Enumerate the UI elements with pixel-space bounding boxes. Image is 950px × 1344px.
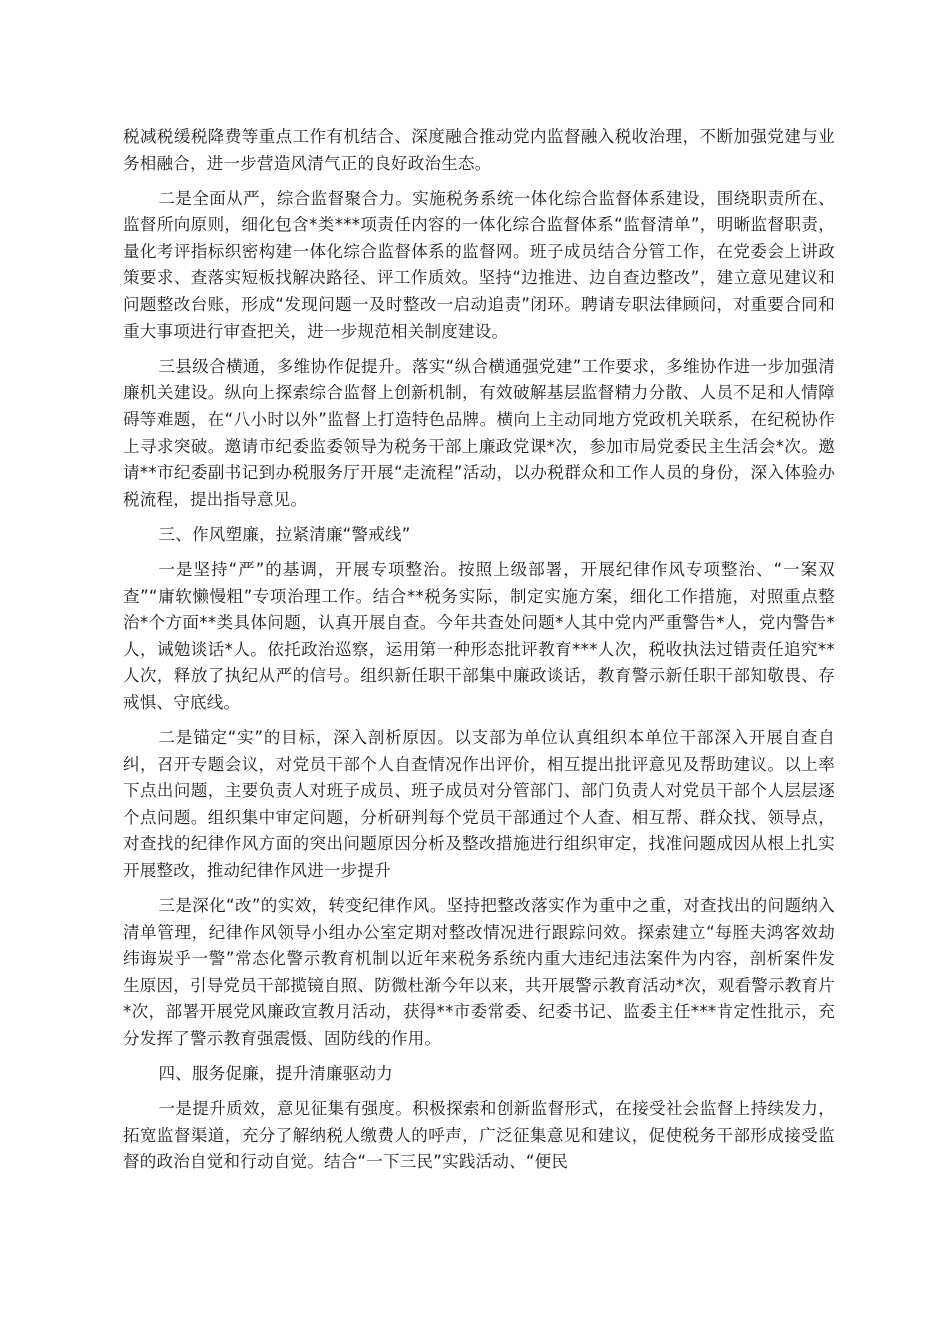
paragraph-county-coordination: 三县级合横通，多维协作促提升。落实“纵合横通强党建”工作要求，多维协作进一步加强清廉机关建设。纵向上探索综合监督上创新机制，有效破解基层监督精力分散、人员不足和人情障碍等难题，在“八小时以外”监督上打造特色品牌。横向上主动同地方党政机关联系，在纪税协作上寻求突破。邀请市纪委监委领导为税务干部上廉政党课*次，参加市局党委民主生活会*次。邀请**市纪委副书记到办税服务厅开展“走流程”活动，以办税群众和工作人员的身份，深入体验办税流程，提出指导意见。 xyxy=(123,356,835,509)
section-heading-4: 四、服务促廉，提升清廉驱动力 xyxy=(158,1064,393,1084)
paragraph-strict-tone: 一是坚持“严”的基调，开展专项整治。按照上级部署，开展纪律作风专项整治、“一案双查”“庸软懒慢粗”专项治理工作。结合**税务实际，制定实施方案，细化工作措施，对照重点整治*个方面**类具体问题，认真开展自查。今年共查处问题*人其中党内严重警告*人，党内警告*人，诫勉谈话*人。依托政治巡察，运用第一种形态批评教育***人次，税收执法过错责任追究**人次，释放了执纪从严的信号。组织新任职干部集中廉政谈话，教育警示新任职干部知敬畏、存戒惧、守底线。 xyxy=(123,559,836,712)
paragraph-rectification: 三是深化“改”的实效，转变纪律作风。坚持把整改落实作为重中之重，对查找出的问题纳入清单管理，纪律作风领导小组办公室定期对整改情况进行跟踪问效。探索建立“每胵夫鸿客效劫纬诲炭乎一警”常态化警示教育机制以近年来税务系统内重大违纪违法案件为内容，剖析案件发生原因，引导党员干部揽镜自照、防微杜渐今年以来，共开展警示教育活动*次，观看警示教育片*次，部署开展党风廉政宣教月活动，获得**市委常委、纪委书记、监委主任***肯定性批示，充分发挥了警示教育强震慑、固防线的作用。 xyxy=(123,896,835,1048)
section-heading-3: 三、作风塑廉，拉紧清廉“警戒线” xyxy=(158,524,411,544)
paragraph-practical-goal: 二是锚定“实”的目标，深入剖析原因。以支部为单位认真组织本单位干部深入开展自查自纠，召开专题会议，对党员干部个人自查情况作出评价，相互提出批评意见及帮助建议。以上率下点出问题，主要负责人对班子成员、班子成员对分管部门、部门负责人对党员干部个人层层逐个点问题。组织集中审定问题，分析研判每个党员干部通过个人查、相互帮、群众找、领导点，对查找的纪律作风方面的突出问题原因分析及整改措施进行组织审定，找准问题成因从根上扎实开展整改，推动纪律作风进一步提升 xyxy=(123,727,835,880)
document-page xyxy=(123,124,835,1184)
paragraph-improve-quality: 一是提升质效，意见征集有强度。积极探索和创新监督形式，在接受社会监督上持续发力，拓宽监督渠道，充分了解纳税人缴费人的呼声，广泛征集意见和建议，促使税务干部形成接受监督的政治自觉和行动自觉。结合“一下三民”实践活动、“便民 xyxy=(123,1099,835,1172)
paragraph-comprehensive-supervision: 二是全面从严，综合监督聚合力。实施税务系统一体化综合监督体系建设，围绕职责所在、监督所向原则，细化包含*类***项责任内容的一体化综合监督体系“监督清单”，明晰监督职责，量化考评指标织密构建一体化综合监督体系的监督网。班子成员结合分管工作，在党委会上讲政策要求、查落实短板找解决路径、评工作质效。坚持“边推进、边自查边整改”，建立意见建议和问题整改台账，形成“发现问题一及时整改一启动追责”闭环。聘请专职法律顾问，对重要合同和重大事项进行审查把关，进一步规范相关制度建设。 xyxy=(123,188,835,341)
paragraph-continuation: 税减税缓税降费等重点工作有机结合、深度融合推动党内监督融入税收治理，不断加强党建与业务相融合，进一步营造风清气正的良好政治生态。 xyxy=(123,127,835,173)
